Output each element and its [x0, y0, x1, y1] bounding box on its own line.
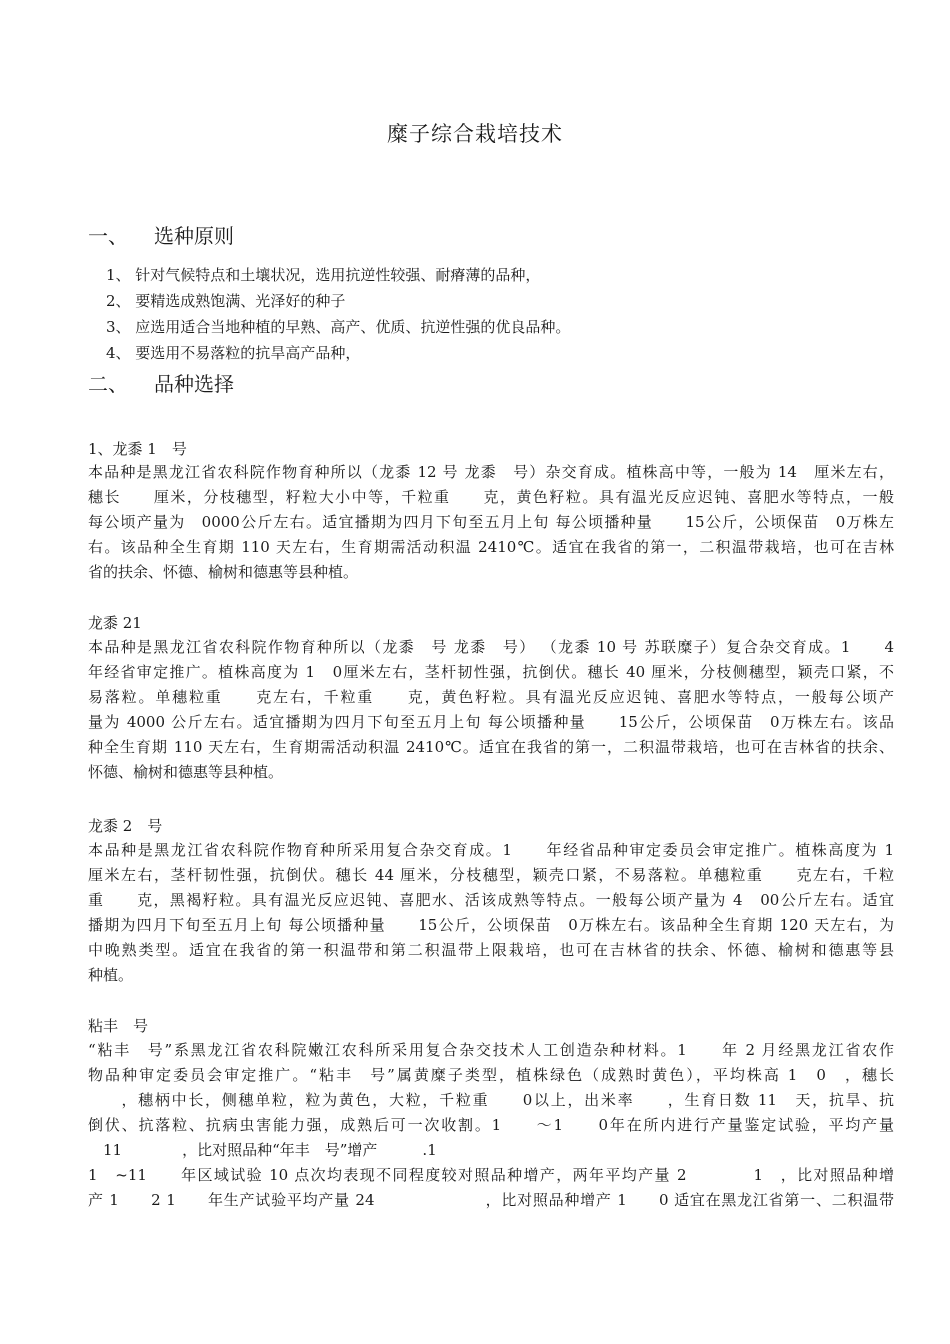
section-heading-1 — [88, 220, 234, 249]
text-line: 怀德、榆树和德惠等县种植。 — [88, 763, 284, 781]
text-line: 11 ，比对照品种“年丰 号”增产 .1 — [88, 1141, 437, 1159]
variety-description-1 — [88, 460, 894, 585]
text-line: 本品种是黑龙江省农科院作物育种所采用复合杂交育成。1 年经省品种审定委员会审定推广。植株高度为 1 — [88, 841, 894, 859]
text-line: 种全生育期 110 天左右，生育期需活动积温 2410℃。适宜在我省的第一，二积温带栽培，也可在吉林省的扶余、 — [88, 738, 894, 756]
principle-item-1: 1、 针对气候特点和土壤状况，选用抗逆性较强、耐瘠薄的品种， — [106, 266, 541, 284]
variety-description-3 — [88, 838, 894, 988]
text-line: 本品种是黑龙江省农科院作物育种所以（龙黍 12 号 龙黍 号）杂交育成。植株高中等，一般为 14 厘米左右， — [88, 463, 894, 481]
text-line: 种植。 — [88, 966, 134, 984]
variety-name-4: 粘丰 号 — [88, 1017, 149, 1035]
text-line: 产 1 2 1 年生产试验平均产量 24 ，比对照品种增产 1 0 适宜在黑龙江省第一、二积温带 — [88, 1191, 894, 1209]
section-title-1: 选种原则 — [154, 224, 234, 248]
variety-description-4 — [88, 1038, 894, 1213]
text-line: 穗长 厘米，分枝穗型，籽粒大小中等，千粒重 克，黄色籽粒。具有温光反应迟钝、喜肥水等特点，一般 — [88, 488, 894, 506]
text-line: 物品种审定委员会审定推广。“粘丰 号”属黄糜子类型，植株绿色（成熟时黄色），平均株高 1 0 ，穗长 — [88, 1066, 894, 1084]
variety-name-2: 龙黍 21 — [88, 614, 142, 632]
text-line: 中晚熟类型。适宜在我省的第一积温带和第二积温带上限栽培，也可在吉林省的扶余、怀德、榆树和德惠等县 — [88, 941, 894, 959]
text-line: 本品种是黑龙江省农科院作物育种所以（龙黍 号 龙黍 号） （龙黍 10 号 苏联糜子）复合杂交育成。1 4 — [88, 638, 894, 656]
text-line: 播期为四月下旬至五月上旬 每公顷播种量 15公斤，公顷保苗 0万株左右。该品种全生育期 120 天左右，为 — [88, 916, 894, 934]
section-title-2: 品种选择 — [154, 372, 234, 396]
text-line: “粘丰 号”系黑龙江省农科院嫩江农科所采用复合杂交技术人工创造杂种材料。1 年 2 月经黑龙江省农作 — [88, 1041, 894, 1059]
text-line: 量为 4000 公斤左右。适宜播期为四月下旬至五月上旬 每公顷播种量 15公斤，公顷保苗 0万株左右。该品 — [88, 713, 894, 731]
variety-name-1: 1、龙黍 1 号 — [88, 440, 187, 458]
variety-description-2 — [88, 635, 894, 785]
section-number-1: 一、 — [88, 224, 128, 248]
text-line: 易落粒。单穗粒重 克左右，千粒重 克，黄色籽粒。具有温光反应迟钝、喜肥水等特点，一般每公顷产 — [88, 688, 894, 706]
section-heading-2 — [88, 368, 234, 397]
principle-item-4: 4、 要选用不易落粒的抗旱高产品种， — [106, 344, 361, 362]
text-line: 1 ~11 年区域试验 10 点次均表现不同程度较对照品种增产，两年平均产量 2 1 ，比对照品种增 — [88, 1166, 894, 1184]
page-title: 糜子综合栽培技术 — [387, 122, 563, 146]
variety-name-3: 龙黍 2 号 — [88, 817, 163, 835]
section-number-2: 二、 — [88, 372, 128, 396]
principle-item-2: 2、 要精选成熟饱满、光泽好的种子 — [106, 292, 346, 310]
text-line: 右。该品种全生育期 110 天左右，生育期需活动积温 2410℃。适宜在我省的第一，二积温带栽培，也可在吉林 — [88, 538, 894, 556]
text-line: ，穗柄中长，侧穗单粒，粒为黄色，大粒，千粒重 0以上，出米率 ，生育日数 11 天，抗旱、抗 — [88, 1091, 894, 1109]
text-line: 年经省审定推广。植株高度为 1 0厘米左右，茎杆韧性强，抗倒伏。穗长 40 厘米，分枝侧穗型，颖壳口紧，不 — [88, 663, 894, 681]
text-line: 重 克，黑褐籽粒。具有温光反应迟钝、喜肥水、活该成熟等特点。一般每公顷产量为 4 00公斤左右。适宜 — [88, 891, 894, 909]
text-line: 厘米左右，茎杆韧性强，抗倒伏。穗长 44 厘米，分枝穗型，颖壳口紧，不易落粒。单穗粒重 克左右，千粒 — [88, 866, 894, 884]
text-line: 省的扶余、怀德、榆树和德惠等县种植。 — [88, 563, 359, 581]
text-line: 倒伏、抗落粒、抗病虫害能力强，成熟后可一次收割。1 ～1 0年在所内进行产量鉴定试验，平均产量 — [88, 1116, 894, 1134]
principle-item-3: 3、 应选用适合当地种植的早熟、高产、优质、抗逆性强的优良品种。 — [106, 318, 571, 336]
text-line: 每公顷产量为 0000公斤左右。适宜播期为四月下旬至五月上旬 每公顷播种量 15公斤，公顷保苗 0万株左 — [88, 513, 894, 531]
